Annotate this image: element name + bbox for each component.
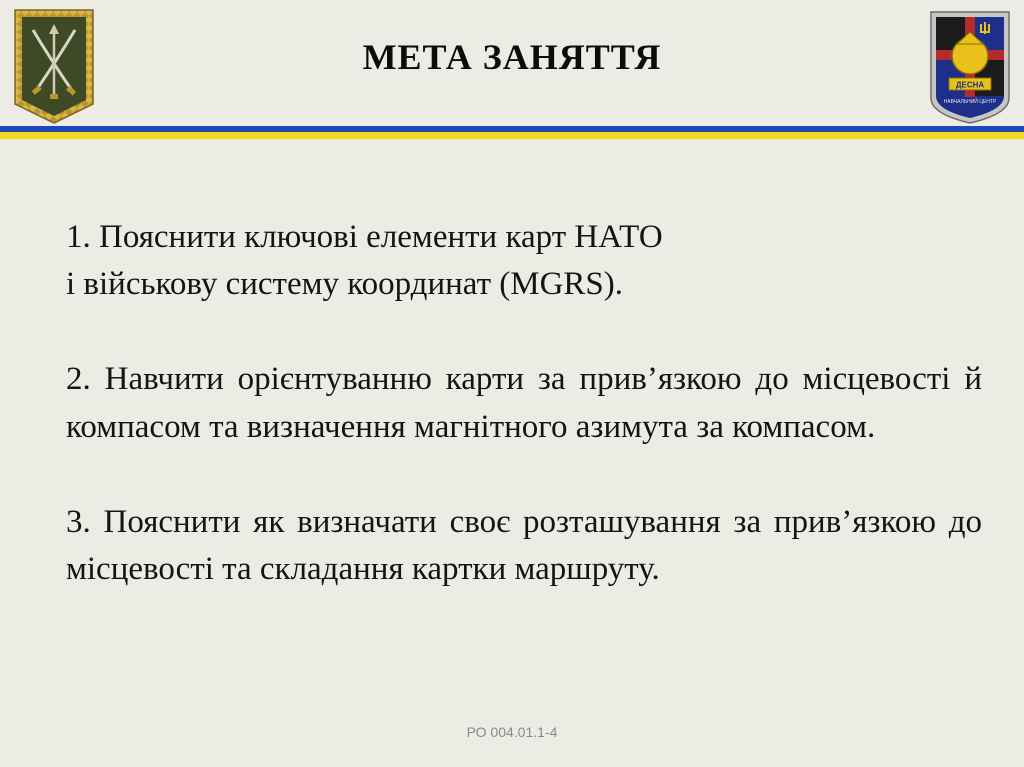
desna-training-center-emblem-icon: [929, 10, 1011, 125]
footer-document-code: РО 004.01.1-4: [466, 724, 558, 740]
objectives-list: [66, 214, 982, 593]
objective-item-2: 2. Навчити орієнтуванню карти за прив’язкою до місцевості й компасом та визначення магнітного азимута за компасом.: [66, 361, 982, 445]
objective-item-1: [66, 214, 982, 308]
right-logo-subtext: НАВЧАЛЬНИЙ ЦЕНТР: [943, 99, 997, 105]
header-stripe-yellow: [0, 132, 1024, 139]
right-logo-text: ДЕСНА: [955, 80, 985, 90]
objective-1-line-2: і військову систему координат (MGRS).: [66, 266, 624, 303]
objective-item-3: 3. Пояснити як визначати своє розташування за прив’язкою до місцевості та складання картки маршруту.: [66, 503, 982, 587]
page-title: МЕТА ЗАНЯТТЯ: [362, 37, 662, 77]
objective-1-line-1: 1. Пояснити ключові елементи карт НАТО: [66, 219, 663, 255]
